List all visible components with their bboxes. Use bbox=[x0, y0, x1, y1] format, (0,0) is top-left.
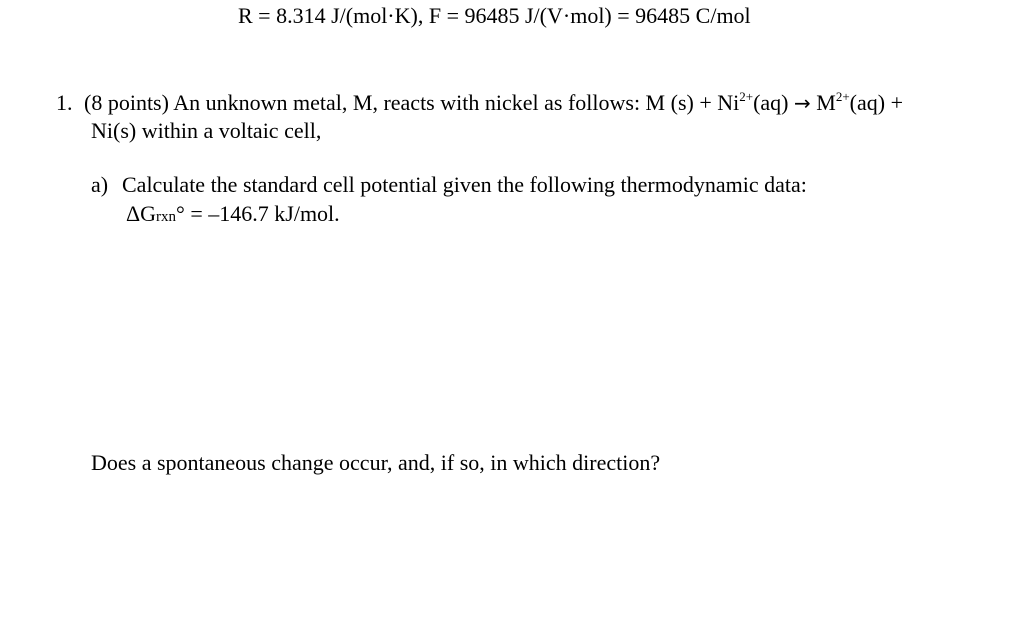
product-metal: M bbox=[816, 90, 836, 115]
followup-question: Does a spontaneous change occur, and, if so, in which direction? bbox=[91, 450, 661, 475]
part-a-prompt: Calculate the standard cell potential given the following thermodynamic data: bbox=[122, 172, 807, 197]
delta-g-equation bbox=[126, 201, 340, 227]
question-continuation: Ni(s) within a voltaic cell, bbox=[91, 118, 322, 143]
question-number: 1. bbox=[56, 90, 73, 115]
question-intro: An unknown metal, M, reacts with nickel as follows: M (s) + Ni bbox=[173, 90, 740, 115]
rxn-subscript: rxn bbox=[156, 209, 177, 225]
question-statement bbox=[84, 90, 903, 116]
reaction-arrow-icon: → bbox=[794, 91, 811, 115]
delta-g-value: = –146.7 kJ/mol. bbox=[184, 201, 340, 226]
part-a-label: a) bbox=[91, 172, 109, 197]
degree-symbol: ° bbox=[176, 201, 185, 226]
delta-g-symbol: ΔG bbox=[126, 201, 157, 226]
m-state: (aq) + bbox=[849, 90, 903, 115]
ni-state: (aq) bbox=[753, 90, 789, 115]
constants-line: R = 8.314 J/(mol·K), F = 96485 J/(V·mol) = 96485 C/mol bbox=[238, 3, 751, 28]
question-points: (8 points) bbox=[84, 90, 169, 115]
ni-charge: 2+ bbox=[739, 89, 754, 104]
m-charge: 2+ bbox=[835, 89, 850, 104]
